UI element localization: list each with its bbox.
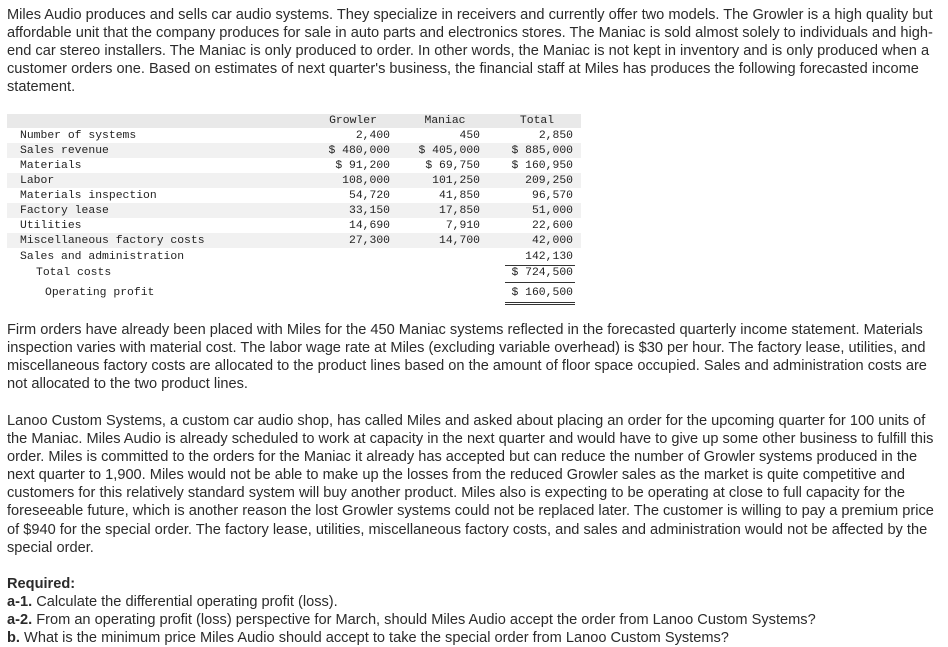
- row-label: Materials inspection: [20, 190, 157, 202]
- requirement-text: What is the minimum price Miles Audio should accept to take the special order from Lanoo Custom Systems?: [24, 630, 729, 647]
- column-header-maniac: Maniac: [424, 115, 466, 127]
- requirement-a1: [7, 593, 943, 611]
- maniac-value: $ 69,750: [425, 160, 480, 172]
- row-label: Utilities: [20, 220, 82, 232]
- total-value: 209,250: [525, 175, 573, 187]
- growler-value: 27,300: [348, 235, 390, 247]
- total-value: 51,000: [531, 205, 573, 217]
- row-label: Operating profit: [45, 287, 155, 299]
- requirement-key: b.: [7, 630, 20, 647]
- maniac-value: 450: [459, 130, 480, 142]
- total-value: 42,000: [531, 235, 573, 247]
- row-shade: [7, 173, 581, 188]
- row-label: Factory lease: [20, 205, 109, 217]
- column-header-total: Total: [519, 115, 555, 127]
- maniac-value: 7,910: [445, 220, 480, 232]
- total-value: 142,130: [525, 251, 573, 263]
- maniac-value: $ 405,000: [418, 145, 480, 157]
- row-label: Total costs: [36, 267, 112, 279]
- row-label: Labor: [20, 175, 55, 187]
- requirement-text: From an operating profit (loss) perspective for March, should Miles Audio accept the order from Lanoo Custom Systems?: [36, 612, 816, 629]
- row-label: Number of systems: [20, 130, 137, 142]
- requirement-text: Calculate the differential operating profit (loss).: [36, 594, 338, 611]
- total-value: $ 160,950: [511, 160, 573, 172]
- row-label: Sales and administration: [20, 251, 185, 263]
- column-header-growler: Growler: [329, 115, 377, 127]
- required-heading: Required:: [7, 576, 76, 592]
- paragraph-special-order: Lanoo Custom Systems, a custom car audio shop, has called Miles and asked about placing an order for the upcoming quarter for 100 units of the Maniac. Miles Audio is already scheduled to work at capacity in the next quarter and would have to give up some other business to fulfill this order. Miles is committed to the orders for the Maniac it already has accepted but can reduce the number of Growler systems produced in the next quarter to 1,900. Miles would not be able to make up the losses from the reduced Growler sales as the market is quite competitive and customers for this relatively standard system will buy another product. Miles also is expecting to be operating at close to full capacity for the foreseeable future, which is another reason the lost Growler systems could not be replaced later. The customer is willing to pay a premium price of $940 for the special order. The factory lease, utilities, miscellaneous factory costs, and sales and administration would not be affected by the special order.: [7, 413, 934, 556]
- row-label: Miscellaneous factory costs: [20, 235, 205, 247]
- growler-value: $ 480,000: [328, 145, 390, 157]
- total-value: $ 885,000: [511, 145, 573, 157]
- growler-value: 14,690: [348, 220, 390, 232]
- row-label: Sales revenue: [20, 145, 109, 157]
- total-value: $ 724,500: [511, 267, 573, 279]
- maniac-value: 14,700: [438, 235, 480, 247]
- maniac-value: 17,850: [438, 205, 480, 217]
- row-label: Materials: [20, 160, 82, 172]
- growler-value: 33,150: [348, 205, 390, 217]
- requirement-b: [7, 629, 943, 647]
- requirement-key: a-2.: [7, 612, 33, 629]
- intro-paragraph: Miles Audio produces and sells car audio systems. They specialize in receivers and currently offer two models. The Growler is a high quality but affordable unit that the company produces for sale in auto parts and electronics stores. The Maniac is sold almost solely to individuals and high-end car stereo installers. The Maniac is only produced to order. In other words, the Maniac is not kept in inventory and is only produced when a customer orders one. Based on estimates of next quarter's business, the financial staff at Miles has produces the following forecasted income statement.: [7, 7, 933, 96]
- total-value: 96,570: [531, 190, 573, 202]
- double-rule-bottom: [505, 304, 575, 305]
- total-value: 22,600: [531, 220, 573, 232]
- paragraph-firm-orders: Firm orders have already been placed with Miles for the 450 Maniac systems reflected in the forecasted quarterly income statement. Materials inspection varies with material cost. The labor wage rate at Miles (excluding variable overhead) is $30 per hour. The factory lease, utilities, and miscellaneous factory costs are allocated to the product lines based on the amount of floor space occupied. Sales and administration costs are not allocated to the two product lines.: [7, 322, 927, 393]
- growler-value: 2,400: [355, 130, 390, 142]
- table-header-bar: [7, 114, 581, 128]
- subtotal-rule: [505, 282, 575, 283]
- total-value: $ 160,500: [511, 287, 573, 299]
- maniac-value: 41,850: [438, 190, 480, 202]
- income-statement-table: [7, 114, 584, 304]
- requirement-key: a-1.: [7, 594, 33, 611]
- growler-value: 54,720: [348, 190, 390, 202]
- growler-value: $ 91,200: [335, 160, 390, 172]
- maniac-value: 101,250: [432, 175, 480, 187]
- double-rule-top: [505, 302, 575, 303]
- total-value: 2,850: [538, 130, 573, 142]
- requirement-a2: [7, 611, 943, 629]
- subtotal-rule: [505, 265, 575, 266]
- growler-value: 108,000: [342, 175, 390, 187]
- required-section: [7, 575, 943, 647]
